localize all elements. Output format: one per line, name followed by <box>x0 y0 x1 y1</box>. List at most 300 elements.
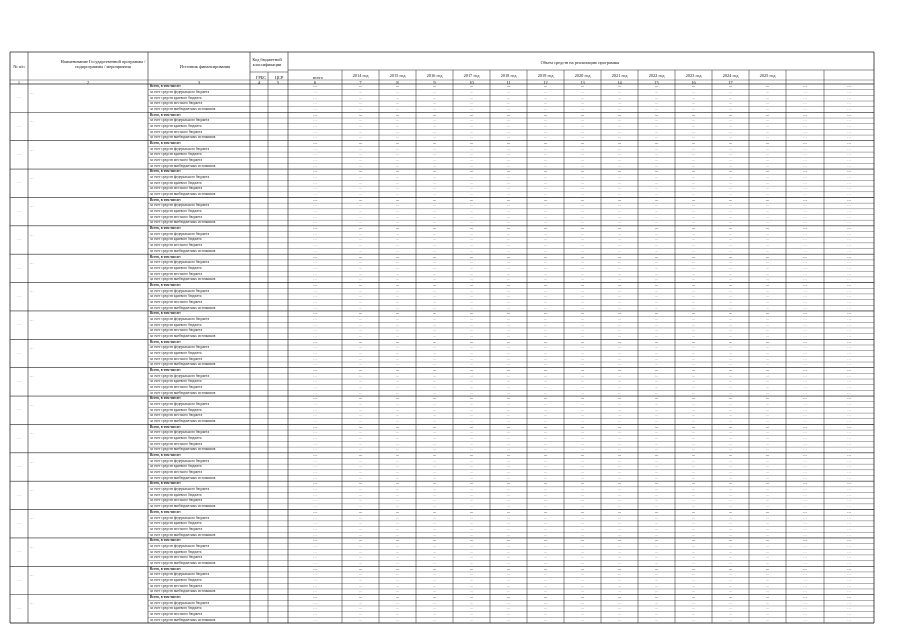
item-number: … <box>17 577 21 582</box>
value-cell: … <box>765 95 770 100</box>
value-cell: … <box>469 333 474 338</box>
value-cell: … <box>691 589 696 594</box>
value-cell: … <box>469 492 474 497</box>
value-cell: … <box>765 129 770 134</box>
value-cell: … <box>313 532 317 537</box>
value-cell: … <box>506 566 511 571</box>
value-cell: … <box>432 515 437 520</box>
value-cell: … <box>395 447 400 452</box>
value-cell: … <box>847 532 851 537</box>
value-cell: … <box>313 350 317 355</box>
value-cell: … <box>728 441 733 446</box>
value-cell: … <box>395 555 400 560</box>
value-cell: … <box>543 186 548 191</box>
value-cell: … <box>765 260 770 265</box>
source-label: Всего, в том числе: <box>150 453 181 458</box>
value-cell: … <box>395 606 400 611</box>
value-cell: … <box>506 311 511 316</box>
value-cell: … <box>654 124 659 129</box>
value-cell: … <box>847 237 851 242</box>
value-cell: … <box>543 492 548 497</box>
value-cell: … <box>691 509 696 514</box>
value-cell: … <box>617 186 622 191</box>
value-cell: … <box>395 538 400 543</box>
value-cell: … <box>313 163 317 168</box>
value-cell: … <box>506 299 511 304</box>
value-cell: … <box>313 95 317 100</box>
item-name: … <box>30 544 34 549</box>
value-cell: … <box>728 209 733 214</box>
value-cell: … <box>543 362 548 367</box>
value-cell: … <box>313 226 317 231</box>
value-cell: … <box>728 163 733 168</box>
value-cell: … <box>765 175 770 180</box>
value-cell: … <box>654 430 659 435</box>
value-cell: … <box>432 333 437 338</box>
value-cell: … <box>543 475 548 480</box>
value-cell: … <box>313 299 317 304</box>
value-cell: … <box>617 606 622 611</box>
value-cell: … <box>469 464 474 469</box>
value-cell: … <box>728 566 733 571</box>
value-cell: … <box>654 407 659 412</box>
value-cell: … <box>847 566 851 571</box>
value-cell: … <box>803 112 807 117</box>
source-label: Всего, в том числе: <box>150 169 181 174</box>
value-cell: … <box>617 350 622 355</box>
value-cell: … <box>580 362 585 367</box>
value-cell: … <box>765 265 770 270</box>
source-label: за счет средств внебюджетных источников <box>150 135 216 140</box>
value-cell: … <box>432 498 437 503</box>
value-cell: … <box>691 95 696 100</box>
value-cell: … <box>543 532 548 537</box>
value-cell: … <box>847 498 851 503</box>
value-cell: … <box>580 600 585 605</box>
value-cell: … <box>313 214 317 219</box>
value-cell: … <box>765 402 770 407</box>
value-cell: … <box>432 141 437 146</box>
value-cell: … <box>313 152 317 157</box>
value-cell: … <box>313 135 317 140</box>
source-label: Всего, в том числе: <box>150 339 181 344</box>
value-cell: … <box>803 265 807 270</box>
value-cell: … <box>728 515 733 520</box>
value-cell: … <box>313 316 317 321</box>
value-cell: … <box>654 328 659 333</box>
value-cell: … <box>654 271 659 276</box>
value-cell: … <box>617 328 622 333</box>
value-cell: … <box>432 305 437 310</box>
value-cell: … <box>543 248 548 253</box>
value-cell: … <box>765 214 770 219</box>
value-cell: … <box>654 84 659 89</box>
value-cell: … <box>654 169 659 174</box>
value-cell: … <box>654 611 659 616</box>
value-cell: … <box>469 560 474 565</box>
value-cell: … <box>847 424 851 429</box>
source-label: за счет средств федерального бюджета <box>150 458 210 463</box>
value-cell: … <box>580 265 585 270</box>
value-cell: … <box>543 447 548 452</box>
value-cell: … <box>313 84 317 89</box>
value-cell: … <box>728 124 733 129</box>
source-label: за счет средств местного бюджета <box>150 385 203 389</box>
value-cell: … <box>803 617 807 622</box>
value-cell: … <box>543 385 548 389</box>
value-cell: … <box>765 555 770 560</box>
value-cell: … <box>803 589 807 594</box>
value-cell: … <box>395 135 400 140</box>
value-cell: … <box>617 532 622 537</box>
value-cell: … <box>580 470 585 475</box>
value-cell: … <box>313 265 317 270</box>
value-cell: … <box>469 549 474 554</box>
value-cell: … <box>358 254 363 259</box>
value-cell: … <box>691 282 696 287</box>
value-cell: … <box>803 504 807 509</box>
value-cell: … <box>803 203 807 208</box>
source-label: за счет средств краевого бюджета <box>150 379 202 384</box>
value-cell: … <box>469 112 474 117</box>
value-cell: … <box>543 509 548 514</box>
value-cell: … <box>691 214 696 219</box>
value-cell: … <box>728 453 733 458</box>
source-label: за счет средств внебюджетных источников <box>150 617 216 622</box>
value-cell: … <box>543 583 548 588</box>
value-cell: … <box>803 146 807 151</box>
value-cell: … <box>469 169 474 174</box>
value-cell: … <box>358 163 363 168</box>
value-cell: … <box>432 254 437 259</box>
value-cell: … <box>847 583 851 588</box>
value-cell: … <box>765 373 770 378</box>
value-cell: … <box>691 84 696 89</box>
value-cell: … <box>469 175 474 180</box>
value-cell: … <box>654 260 659 265</box>
value-cell: … <box>506 158 511 163</box>
item-name: … <box>30 261 34 266</box>
value-cell: … <box>506 481 511 486</box>
value-cell: … <box>506 112 511 117</box>
value-cell: … <box>506 538 511 543</box>
value-cell: … <box>847 492 851 497</box>
source-label: за счет средств федерального бюджета <box>150 231 210 236</box>
value-cell: … <box>847 203 851 208</box>
value-cell: … <box>395 532 400 537</box>
value-cell: … <box>395 328 400 333</box>
value-cell: … <box>847 617 851 622</box>
value-cell: … <box>432 339 437 344</box>
value-cell: … <box>395 589 400 594</box>
value-cell: … <box>617 106 622 111</box>
value-cell: … <box>358 407 363 412</box>
value-cell: … <box>395 407 400 412</box>
value-cell: … <box>617 84 622 89</box>
item-number: … <box>17 95 21 100</box>
value-cell: … <box>469 118 474 123</box>
value-cell: … <box>543 367 548 372</box>
value-cell: … <box>728 555 733 560</box>
value-cell: … <box>506 504 511 509</box>
value-cell: … <box>728 436 733 441</box>
value-cell: … <box>469 146 474 151</box>
item-name: … <box>30 601 34 606</box>
value-cell: … <box>728 288 733 293</box>
value-cell: … <box>691 265 696 270</box>
value-cell: … <box>395 333 400 338</box>
value-cell: … <box>358 396 363 401</box>
value-cell: … <box>728 254 733 259</box>
value-cell: … <box>432 617 437 622</box>
value-cell: … <box>654 555 659 560</box>
value-cell: … <box>617 339 622 344</box>
value-cell: … <box>506 248 511 253</box>
value-cell: … <box>765 124 770 129</box>
value-cell: … <box>728 538 733 543</box>
value-cell: … <box>691 521 696 526</box>
value-cell: … <box>313 600 317 605</box>
header-index: 11 <box>506 80 511 85</box>
value-cell: … <box>728 197 733 202</box>
value-cell: … <box>432 606 437 611</box>
value-cell: … <box>617 583 622 588</box>
value-cell: … <box>358 464 363 469</box>
value-cell: … <box>765 487 770 492</box>
value-cell: … <box>358 316 363 321</box>
value-cell: … <box>432 175 437 180</box>
value-cell: … <box>395 572 400 577</box>
value-cell: … <box>654 521 659 526</box>
value-cell: … <box>654 350 659 355</box>
value-cell: … <box>506 555 511 560</box>
value-cell: … <box>803 175 807 180</box>
value-cell: … <box>654 95 659 100</box>
value-cell: … <box>617 141 622 146</box>
source-label: за счет средств краевого бюджета <box>150 209 202 214</box>
value-cell: … <box>469 254 474 259</box>
value-cell: … <box>506 333 511 338</box>
value-cell: … <box>691 106 696 111</box>
value-cell: … <box>847 305 851 310</box>
value-cell: … <box>765 413 770 418</box>
value-cell: … <box>395 504 400 509</box>
value-cell: … <box>691 458 696 463</box>
value-cell: … <box>847 538 851 543</box>
value-cell: … <box>432 265 437 270</box>
value-cell: … <box>765 288 770 293</box>
value-cell: … <box>580 209 585 214</box>
value-cell: … <box>469 532 474 537</box>
value-cell: … <box>691 385 696 389</box>
value-cell: … <box>691 413 696 418</box>
source-label: Всего, в том числе: <box>150 367 181 372</box>
value-cell: … <box>728 498 733 503</box>
value-cell: … <box>617 180 622 185</box>
value-cell: … <box>803 481 807 486</box>
value-cell: … <box>432 475 437 480</box>
value-cell: … <box>358 118 363 123</box>
value-cell: … <box>580 566 585 571</box>
value-cell: … <box>617 402 622 407</box>
value-cell: … <box>432 163 437 168</box>
value-cell: … <box>469 436 474 441</box>
value-cell: … <box>728 95 733 100</box>
source-label: за счет средств федерального бюджета <box>150 572 210 577</box>
value-cell: … <box>765 538 770 543</box>
value-cell: … <box>432 282 437 287</box>
value-cell: … <box>395 600 400 605</box>
value-cell: … <box>765 577 770 582</box>
value-cell: … <box>469 260 474 265</box>
value-cell: … <box>313 175 317 180</box>
value-cell: … <box>395 549 400 554</box>
value-cell: … <box>654 248 659 253</box>
value-cell: … <box>654 305 659 310</box>
value-cell: … <box>728 237 733 242</box>
value-cell: … <box>543 209 548 214</box>
value-cell: … <box>358 509 363 514</box>
value-cell: … <box>728 390 733 395</box>
value-cell: … <box>847 504 851 509</box>
value-cell: … <box>313 419 317 424</box>
value-cell: … <box>358 566 363 571</box>
item-number: … <box>17 322 21 327</box>
value-cell: … <box>395 271 400 276</box>
value-cell: … <box>617 169 622 174</box>
value-cell: … <box>803 129 807 134</box>
value-cell: … <box>765 560 770 565</box>
value-cell: … <box>728 350 733 355</box>
value-cell: … <box>358 555 363 560</box>
value-cell: … <box>580 475 585 480</box>
value-cell: … <box>395 594 400 599</box>
value-cell: … <box>313 243 317 248</box>
value-cell: … <box>654 481 659 486</box>
value-cell: … <box>580 124 585 129</box>
value-cell: … <box>691 243 696 248</box>
header-num: № п/п <box>13 64 25 69</box>
value-cell: … <box>847 141 851 146</box>
value-cell: … <box>469 248 474 253</box>
value-cell: … <box>691 487 696 492</box>
value-cell: … <box>313 101 317 106</box>
value-cell: … <box>765 543 770 548</box>
value-cell: … <box>313 112 317 117</box>
value-cell: … <box>358 532 363 537</box>
value-cell: … <box>358 373 363 378</box>
header-index: 12 <box>543 80 548 85</box>
value-cell: … <box>432 526 437 531</box>
value-cell: … <box>506 305 511 310</box>
value-cell: … <box>654 192 659 197</box>
source-label: за счет средств краевого бюджета <box>150 294 202 299</box>
value-cell: … <box>543 464 548 469</box>
value-cell: … <box>728 487 733 492</box>
value-cell: … <box>847 322 851 327</box>
source-label: за счет средств краевого бюджета <box>150 606 202 611</box>
value-cell: … <box>313 583 317 588</box>
value-cell: … <box>543 538 548 543</box>
header-year: 2025 год <box>759 73 776 78</box>
value-cell: … <box>654 101 659 106</box>
value-cell: … <box>617 611 622 616</box>
value-cell: … <box>803 492 807 497</box>
value-cell: … <box>580 129 585 134</box>
value-cell: … <box>580 277 585 282</box>
value-cell: … <box>580 254 585 259</box>
value-cell: … <box>654 504 659 509</box>
value-cell: … <box>728 447 733 452</box>
source-label: Всего, в том числе: <box>150 141 181 146</box>
value-cell: … <box>617 288 622 293</box>
value-cell: … <box>395 203 400 208</box>
value-cell: … <box>580 526 585 531</box>
value-cell: … <box>469 214 474 219</box>
source-label: за счет средств местного бюджета <box>150 470 203 475</box>
value-cell: … <box>847 209 851 214</box>
value-cell: … <box>469 101 474 106</box>
value-cell: … <box>847 475 851 480</box>
value-cell: … <box>691 566 696 571</box>
value-cell: … <box>847 594 851 599</box>
value-cell: … <box>432 413 437 418</box>
value-cell: … <box>506 430 511 435</box>
value-cell: … <box>395 89 400 94</box>
value-cell: … <box>543 95 548 100</box>
value-cell: … <box>313 248 317 253</box>
value-cell: … <box>803 294 807 299</box>
value-cell: … <box>765 141 770 146</box>
value-cell: … <box>617 594 622 599</box>
value-cell: … <box>803 350 807 355</box>
item-number: … <box>17 492 21 497</box>
value-cell: … <box>765 350 770 355</box>
value-cell: … <box>580 594 585 599</box>
value-cell: … <box>313 367 317 372</box>
value-cell: … <box>654 487 659 492</box>
value-cell: … <box>847 526 851 531</box>
value-cell: … <box>654 186 659 191</box>
value-cell: … <box>691 594 696 599</box>
value-cell: … <box>469 419 474 424</box>
value-cell: … <box>617 322 622 327</box>
value-cell: … <box>691 447 696 452</box>
value-cell: … <box>765 362 770 367</box>
value-cell: … <box>432 248 437 253</box>
value-cell: … <box>654 509 659 514</box>
value-cell: … <box>313 362 317 367</box>
value-cell: … <box>358 538 363 543</box>
value-cell: … <box>543 220 548 225</box>
value-cell: … <box>580 515 585 520</box>
value-cell: … <box>580 396 585 401</box>
value-cell: … <box>313 458 317 463</box>
value-cell: … <box>395 390 400 395</box>
value-cell: … <box>580 163 585 168</box>
value-cell: … <box>313 492 317 497</box>
header-index: 2 <box>86 80 90 85</box>
value-cell: … <box>580 407 585 412</box>
value-cell: … <box>803 498 807 503</box>
value-cell: … <box>803 243 807 248</box>
value-cell: … <box>847 316 851 321</box>
value-cell: … <box>654 424 659 429</box>
value-cell: … <box>765 197 770 202</box>
value-cell: … <box>313 560 317 565</box>
value-cell: … <box>506 487 511 492</box>
value-cell: … <box>506 356 511 361</box>
